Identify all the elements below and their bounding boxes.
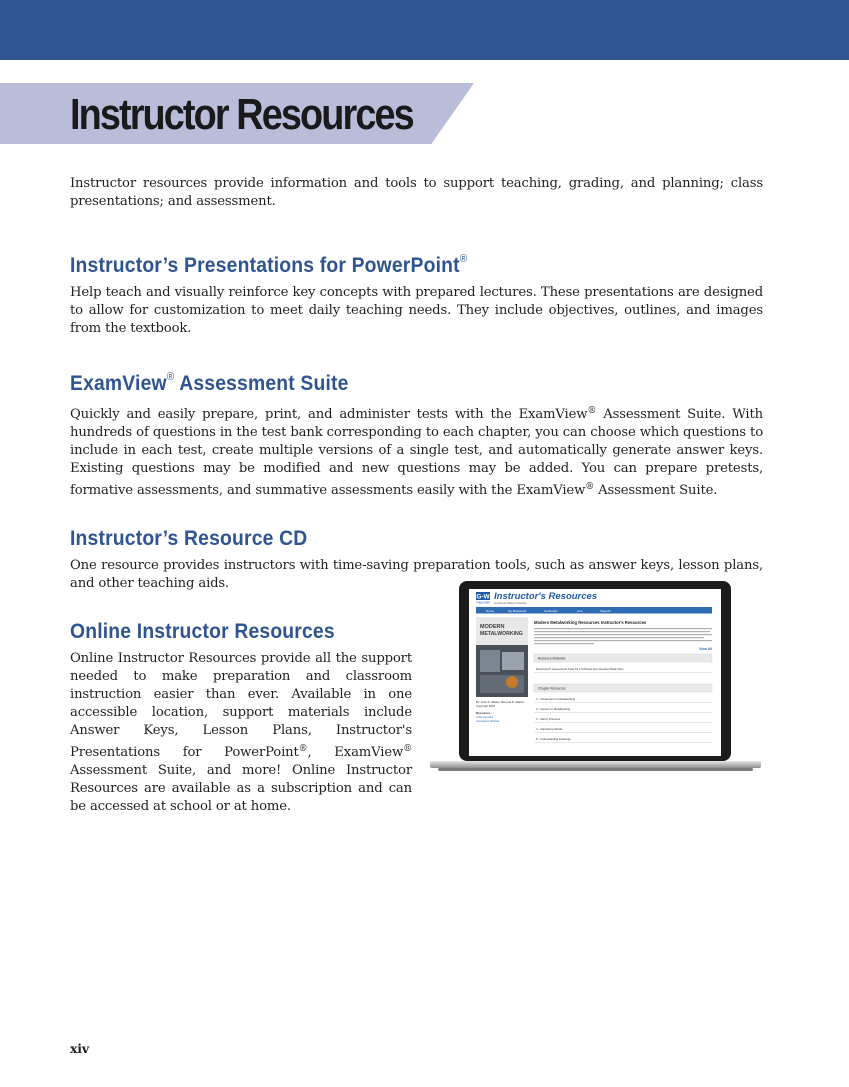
main-heading: Modern Metalworking Resources Instructor's Resources [534,620,647,625]
examview-body [70,402,763,500]
panel-title: Resource Materials [538,656,566,661]
presentations-heading [70,246,708,279]
nav-item: Support [600,608,611,613]
cover-image [480,650,500,672]
registered-mark: ® [298,744,308,754]
chapter-divider [534,743,712,744]
presentations-heading-text: Instructor’s Presentations for PowerPoint [70,254,460,277]
resource-cd-body: One resource provides instructors with time-saving preparation tools, such as answer keys, lesson plans, and other teaching aids. [70,558,763,591]
chapter-item[interactable]: 4 - Classifying Metals [536,727,563,731]
gw-logo: G-W [476,593,490,601]
cover-title-1: MODERN [480,624,505,630]
panel-divider [534,673,712,674]
laptop-base [430,761,761,768]
site-tagline: Goodheart-Willcox Publisher [494,602,527,605]
chapter-divider [534,713,712,714]
examview-heading [70,364,708,397]
registered-mark: ® [587,406,597,416]
nav-item: Live [577,608,583,613]
chapter-item[interactable]: 2 - Careers in Metalworking [536,707,571,711]
resource-cd-heading: Instructor’s Resource CD [70,527,308,550]
page-number: xiv [70,1041,90,1056]
side-link[interactable]: Order Inquiries [476,716,494,719]
chapter-divider [534,733,712,734]
gw-logo-sub: PUBLISHER [476,601,490,605]
nav-item: My Bookshelf [508,608,527,613]
examview-heading-a: ExamView [70,372,167,395]
cover-copyright: Copyright 2015 [476,704,495,708]
registered-mark: ® [166,371,175,383]
page-title: Instructor Resources [70,90,413,139]
desc-line [534,631,710,632]
online-heading: Online Instructor Resources [70,620,335,643]
laptop-illustration [428,580,763,776]
chapter-divider [534,723,712,724]
desc-line [534,628,712,629]
panel-title: Chapter Resources [538,686,566,691]
chapter-divider [534,703,712,704]
cover-sparks [506,676,518,688]
chapter-item[interactable]: 3 - Safety Practices [536,717,561,721]
site-title: Instructor's Resources [494,591,598,602]
online-body-part: Assessment Suite, and more! Online Instructor Resources are available as a subscription and can be accessed at school or at home. [70,763,412,814]
online-body-part: Online Instructor Resources provide all the support needed to make preparation and classroom instruction easier than ever. Available in one accessible location, support materials include Answer Keys, Lesson Plans, Instructor's Presentations for PowerPoint [70,651,412,760]
nav-item: Home [486,608,495,613]
top-color-band [0,0,849,60]
nav-item: Textbooks [544,608,558,613]
cover-image [502,652,524,670]
desc-line [534,637,704,638]
examview-heading-b: Assessment Suite [174,372,349,395]
registered-mark: ® [585,482,595,492]
examview-body-part: Quickly and easily prepare, print, and administer tests with the ExamView [70,407,588,422]
registered-mark: ® [459,253,468,265]
laptop-base-shadow [438,768,753,771]
online-body [70,650,412,816]
side-link[interactable]: Companion Website [476,720,500,723]
cover-title-2: METALWORKING [480,631,523,637]
desc-line [534,634,712,635]
section-presentations [70,246,763,338]
examview-body-part: Assessment Suite. With hundreds of questions in the test bank corresponding to each chapter, you can choose which questions to include in each test, create multiple versions of a single test, and automatically generate answer keys. Existing questions may be modified and new questions may be added. You can prepare pretests, formative assessments, and summative assessments easily with the ExamView [70,407,763,498]
section-online [70,619,412,816]
chapter-item[interactable]: 1 - Introduction to Metalworking [536,697,576,701]
examview-body-part: Assessment Suite. [594,483,718,498]
desc-line [534,643,594,644]
intro-paragraph: Instructor resources provide information and tools to support teaching, grading, and planning; class presentations; and assessment. [70,176,763,209]
desc-line [534,640,712,641]
presentations-body: Help teach and visually reinforce key concepts with prepared lectures. These presentations are designed to allow for customization to meet daily teaching needs. They include objectives, outlines, and images from the textbook. [70,285,763,336]
panel-item: ExamView® Assessment Suite 10.2 Software and Question Bank Files [536,667,624,671]
chapter-item[interactable]: 5 - Understanding Drawings [536,737,571,741]
registered-mark: ® [403,744,412,754]
side-heading: Resources [476,711,491,715]
section-examview [70,364,763,500]
cover-byline: By: John R. Walker, Bernard D. Mathis [476,700,524,704]
online-body-part: , ExamView [307,745,404,760]
view-all-link[interactable]: View All [699,647,712,651]
